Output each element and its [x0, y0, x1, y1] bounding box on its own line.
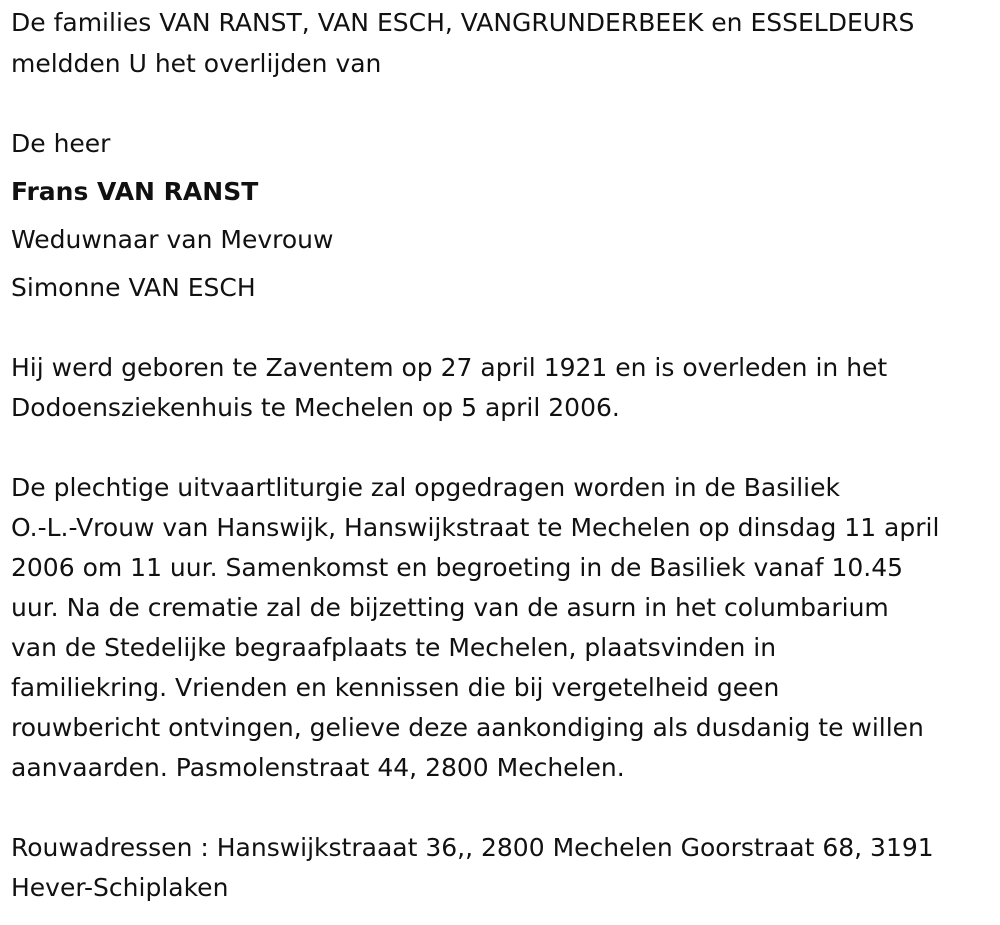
- birth-death-line-2: Dodoensziekenhuis te Mechelen op 5 april 2006.: [11, 393, 620, 422]
- addresses-line-2: Hever-Schiplaken: [11, 873, 229, 902]
- intro-line-1: De families VAN RANST, VAN ESCH, VANGRUNDERBEEK en ESSELDEURS: [11, 8, 915, 37]
- ceremony-line: aanvaarden. Pasmolenstraat 44, 2800 Mechelen.: [11, 753, 625, 782]
- salutation: De heer: [11, 129, 111, 158]
- intro-line-2: meldden U het overlijden van: [11, 49, 382, 78]
- birth-death-line-1: Hij werd geboren te Zaventem op 27 april 1921 en is overleden in het: [11, 353, 888, 382]
- addresses-line-1: Rouwadressen : Hanswijkstraaat 36,, 2800 Mechelen Goorstraat 68, 3191: [11, 833, 934, 862]
- spouse-name: Simonne VAN ESCH: [11, 273, 256, 302]
- ceremony-line: rouwbericht ontvingen, gelieve deze aankondiging als dusdanig te willen: [11, 713, 924, 742]
- ceremony-line: O.-L.-Vrouw van Hanswijk, Hanswijkstraat te Mechelen op dinsdag 11 april: [11, 513, 940, 542]
- relation: Weduwnaar van Mevrouw: [11, 225, 334, 254]
- deceased-name: Frans VAN RANST: [11, 177, 259, 206]
- ceremony-line: familiekring. Vrienden en kennissen die bij vergetelheid geen: [11, 673, 780, 702]
- ceremony-line: De plechtige uitvaartliturgie zal opgedragen worden in de Basiliek: [11, 473, 840, 502]
- ceremony-line: 2006 om 11 uur. Samenkomst en begroeting in de Basiliek vanaf 10.45: [11, 553, 904, 582]
- ceremony-line: van de Stedelijke begraafplaats te Mechelen, plaatsvinden in: [11, 633, 777, 662]
- ceremony-line: uur. Na de crematie zal de bijzetting van de asurn in het columbarium: [11, 593, 889, 622]
